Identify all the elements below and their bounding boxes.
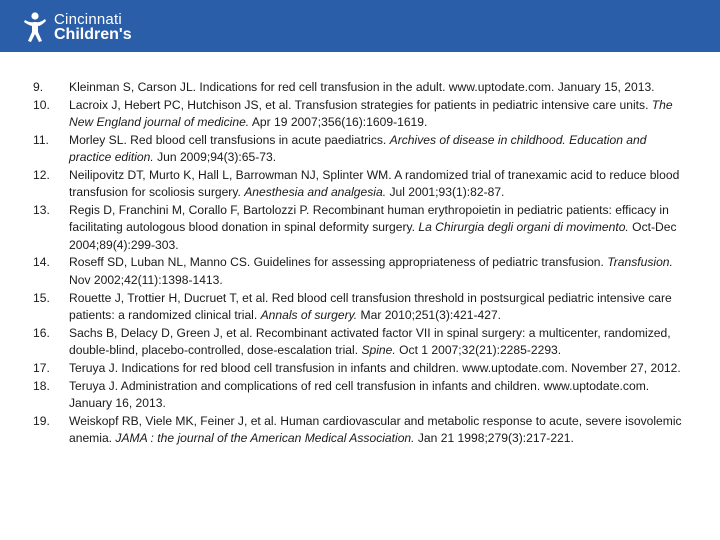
- reference-number: 11.: [33, 132, 49, 147]
- reference-text: Kleinman S, Carson JL. Indications for red cell transfusion in the adult. www.uptodate.com. January 15, 2013.: [69, 80, 655, 94]
- reference-number: 10.: [33, 97, 50, 112]
- reference-item: [33, 167, 683, 202]
- cincinnati-childrens-logo[interactable]: [22, 10, 132, 44]
- reference-number: 15.: [33, 290, 50, 305]
- reference-text: Oct 1 2007;32(21):2285-2293.: [395, 342, 562, 357]
- reference-item: [33, 325, 683, 360]
- logo-line-1: Cincinnati: [54, 11, 122, 28]
- reference-item: [33, 360, 683, 377]
- reference-text: Regis D, Franchini M, Corallo F, Bartolozzi P. Recombinant human erythropoietin in pediatric patients: efficacy in facilitating autologous blood donation in spinal deformity surgery.: [69, 203, 669, 235]
- reference-item: [33, 97, 683, 132]
- reference-text: Morley SL. Red blood cell transfusions in acute paediatrics.: [69, 132, 390, 147]
- reference-text: Jul 2001;93(1):82-87.: [386, 185, 505, 200]
- logo-wordmark: [54, 12, 132, 42]
- reference-number: 9.: [33, 80, 44, 94]
- reference-item: [33, 378, 683, 413]
- reference-journal: The New England journal of medicine.: [69, 97, 673, 130]
- reference-text: Lacroix J, Hebert PC, Hutchison JS, et al. Transfusion strategies for patients in pediatric intensive care units.: [69, 97, 652, 112]
- reference-item: [33, 413, 683, 448]
- reference-text: Jun 2009;94(3):65-73.: [153, 150, 277, 165]
- reference-text: Teruya J. Indications for red blood cell transfusion in infants and children. www.uptodate.com. November 27, 2012.: [69, 360, 681, 375]
- reference-number: 12.: [33, 167, 50, 182]
- reference-journal: Annals of surgery.: [260, 307, 358, 322]
- reference-text: Rouette J, Trottier H, Ducruet T, et al. Red blood cell transfusion threshold in postsurgical pediatric intensive care patients: a randomized clinical trial.: [69, 290, 672, 322]
- reference-text: Oct-Dec 2004;89(4):299-303.: [69, 220, 677, 252]
- reference-text: Roseff SD, Luban NL, Manno CS. Guidelines for assessing appropriateness of pediatric transfusion.: [69, 255, 608, 270]
- reference-item: [33, 202, 683, 254]
- reference-text: Nov 2002;42(11):1398-1413.: [69, 272, 223, 287]
- reference-journal: Spine.: [361, 342, 396, 357]
- reference-journal: Archives of disease in childhood. Education and practice edition.: [69, 132, 647, 165]
- reference-number: 13.: [33, 203, 50, 218]
- reference-text: Weiskopf RB, Viele MK, Feiner J, et al. Human cardiovascular and metabolic response to acute, severe isovolemic anemia.: [69, 413, 682, 445]
- child-figure-icon: [22, 11, 48, 43]
- reference-number: 17.: [33, 360, 50, 375]
- logo-line-2: Children's: [54, 26, 132, 43]
- reference-journal: La Chirurgia degli organi di movimento.: [418, 220, 629, 235]
- reference-item: [33, 290, 683, 325]
- reference-number: 19.: [33, 413, 50, 428]
- reference-item: [33, 132, 683, 167]
- reference-number: 18.: [33, 378, 50, 393]
- reference-journal: Anesthesia and analgesia.: [244, 185, 387, 200]
- reference-text: Neilipovitz DT, Murto K, Hall L, Barrowman NJ, Splinter WM. A randomized trial of tranexamic acid to reduce blood transfusion for scoliosis surgery.: [69, 167, 680, 200]
- reference-list: [33, 79, 683, 448]
- reference-journal: JAMA : the journal of the American Medical Association.: [115, 430, 415, 445]
- reference-text: Jan 21 1998;279(3):217-221.: [414, 430, 574, 445]
- reference-text: Mar 2010;251(3):421-427.: [357, 307, 502, 322]
- reference-text: Apr 19 2007;356(16):1609-1619.: [249, 115, 428, 130]
- reference-text: Sachs B, Delacy D, Green J, et al. Recombinant activated factor VII in spinal surgery: a multicenter, randomized, double-blind, placebo-controlled, dose-escalation trial.: [69, 325, 671, 357]
- reference-item: [33, 254, 683, 289]
- reference-item: [33, 79, 683, 96]
- reference-number: 14.: [33, 255, 50, 270]
- reference-text: Teruya J. Administration and complications of red cell transfusion in infants and children. www.uptodate.com. January 16, 2013.: [69, 378, 650, 410]
- reference-journal: Transfusion.: [607, 255, 673, 270]
- header-bar: [0, 0, 720, 52]
- reference-number: 16.: [33, 325, 50, 340]
